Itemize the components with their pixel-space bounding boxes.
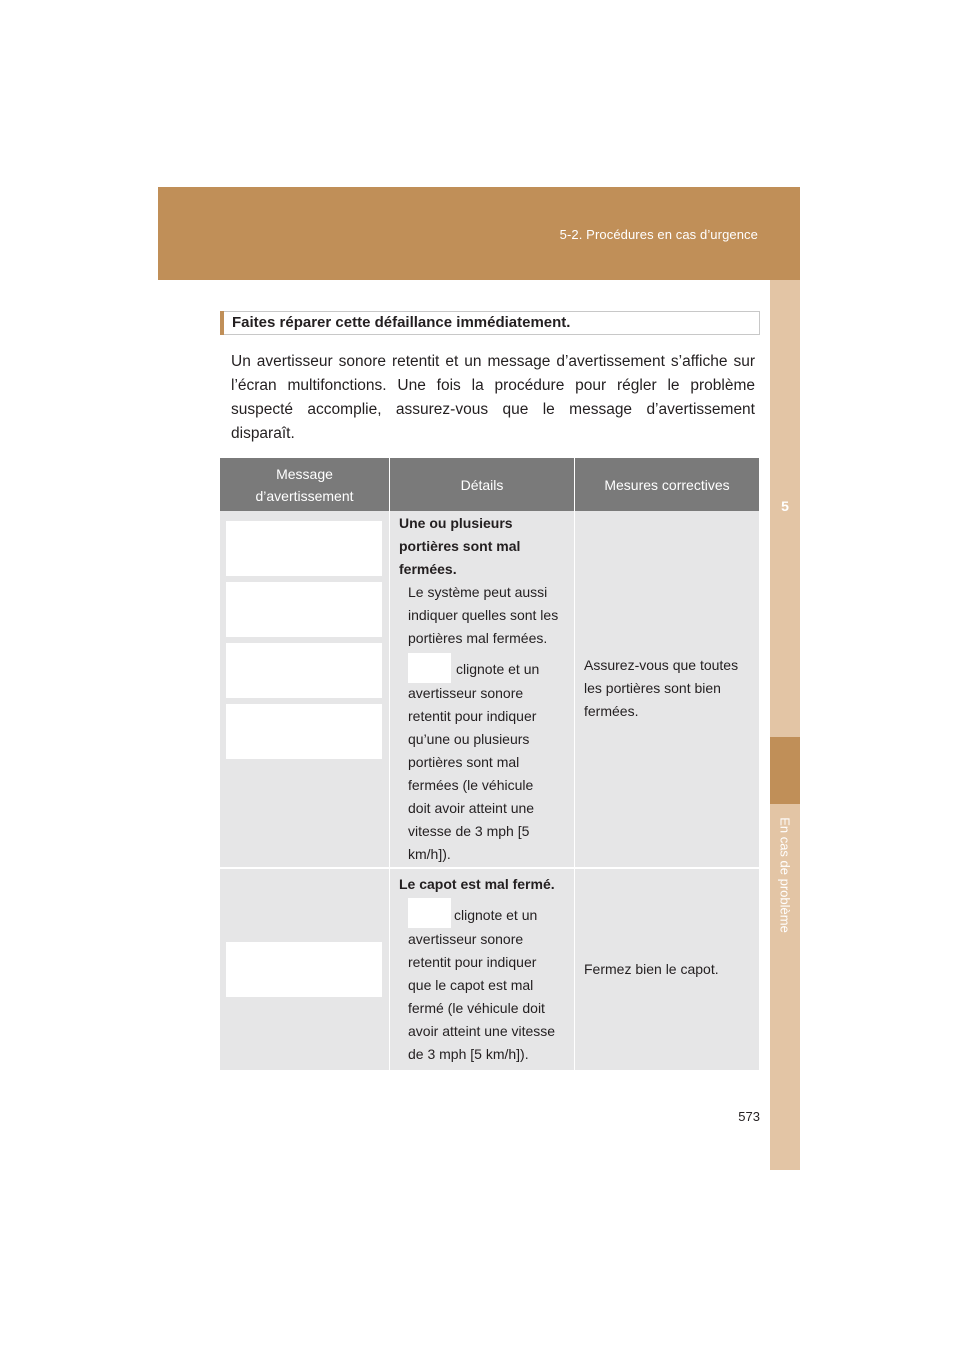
details-title: Une ou plusieurs portières sont mal fermées. [399,515,521,577]
table-header-message [220,458,389,511]
table-header-row [220,458,759,511]
section-breadcrumb: 5-2. Procédures en cas d’urgence [559,227,758,242]
intro-paragraph: Un avertisseur sonore retentit et un message d’avertissement s’affiche sur l’écran multifonctions. Une fois la procédure pour régler le problème suspecté accomplie, assurez-vous que le message d’avertissement disparaît. [231,353,755,442]
details-subtext: Le système peut aussi indiquer quelles sont les portières mal fermées. [408,584,559,646]
warning-display-image [226,582,382,637]
chapter-number: 5 [781,498,789,514]
warning-display-image [226,643,382,698]
header-message-line1: Message [276,465,333,482]
column-divider [389,458,390,1070]
details-flash-text: clignote et un [454,907,538,923]
warning-indicator-image [408,653,451,683]
warning-indicator-image [408,898,451,928]
corrective-action: Fermez bien le capot. [584,961,719,977]
table-header-details: Détails [460,476,504,493]
column-divider [574,458,575,1070]
section-heading-text: Faites réparer cette défaillance immédiatement. [232,314,571,331]
page-number: 573 [738,1109,760,1124]
warning-display-image [226,521,382,576]
chapter-tab [770,737,800,804]
warning-display-image [226,704,382,759]
section-heading [220,311,760,335]
details-flash-text: avertisseur sonore retentit pour indiquer qu’une ou plusieurs portières sont mal fermées (le véhicule doit avoir atteint une vitesse de 3 mph [5 km/h]). [408,685,537,862]
table-header-actions: Mesures correctives [604,476,730,493]
row-divider [220,867,759,869]
corrective-action: Assurez-vous que toutes les portières sont bien fermées. [584,657,739,719]
chapter-title: En cas de problème [777,817,793,933]
chapter-header-band [158,187,800,280]
details-flash-text: avertisseur sonore retentit pour indiquer que le capot est mal fermé (le véhicule doit avoir atteint une vitesse de 3 mph [5 km/h]). [408,931,556,1062]
warning-message-table [220,458,759,1070]
warning-display-image [226,942,382,997]
details-title: Le capot est mal fermé. [399,876,555,892]
details-flash-text: clignote et un [456,661,540,677]
chapter-side-strip [770,280,800,1170]
heading-accent-bar [220,311,224,335]
header-message-line2: d’avertissement [255,487,354,504]
